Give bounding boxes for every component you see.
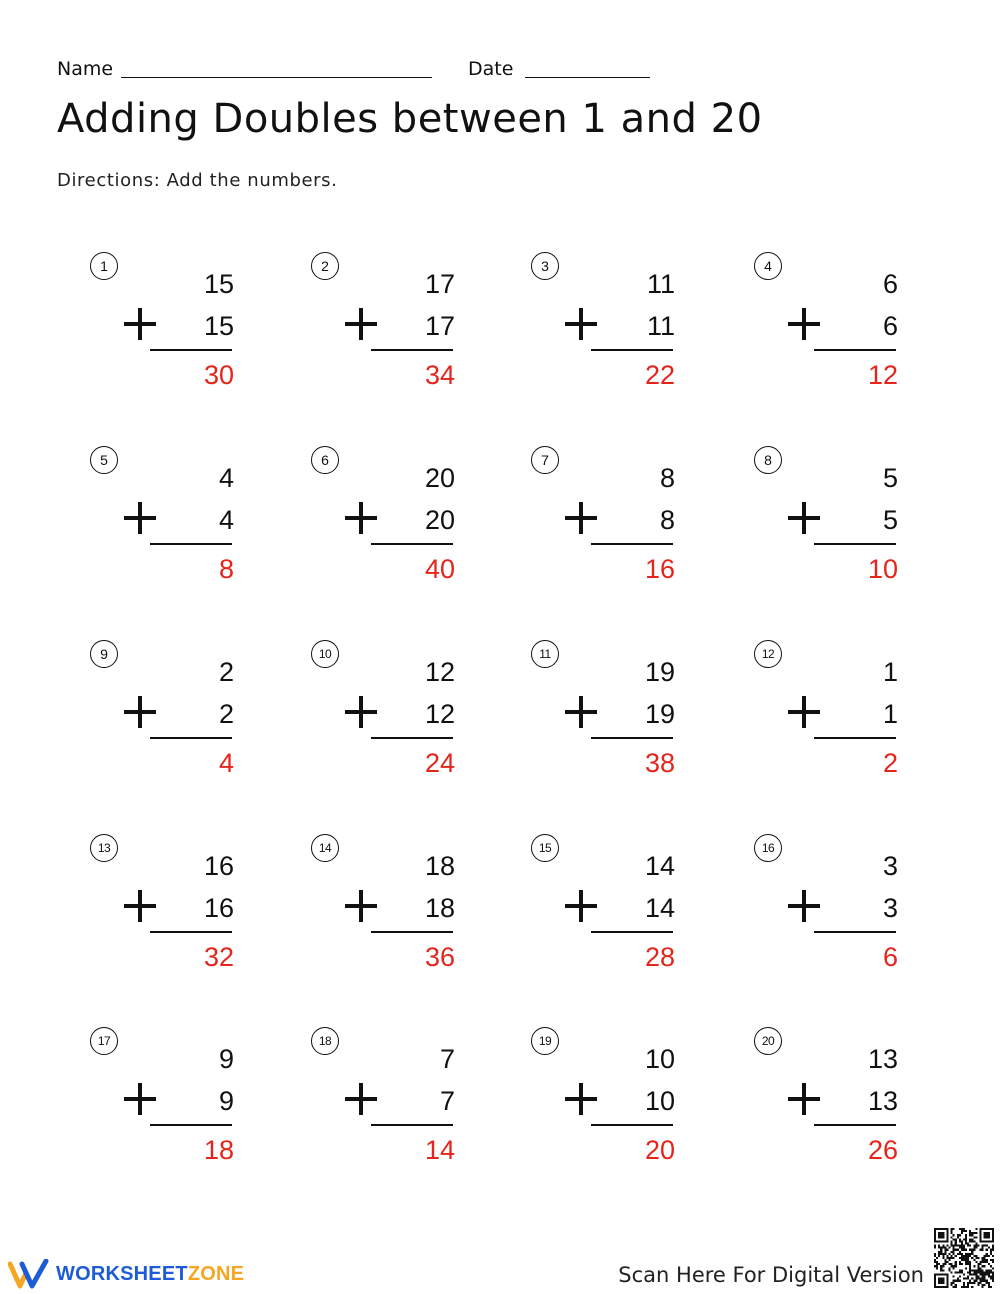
problem-number: 20 bbox=[754, 1027, 782, 1055]
logo-word-zone: ZONE bbox=[187, 1262, 245, 1285]
second-addend: 7 bbox=[439, 1086, 455, 1116]
plus-icon bbox=[345, 1083, 377, 1115]
answer[interactable]: 12 bbox=[867, 360, 898, 390]
answer[interactable]: 14 bbox=[424, 1135, 455, 1165]
plus-icon bbox=[788, 696, 820, 728]
second-addend: 2 bbox=[218, 699, 234, 729]
first-addend: 15 bbox=[203, 269, 234, 299]
first-addend: 10 bbox=[644, 1044, 675, 1074]
first-addend: 12 bbox=[424, 657, 455, 687]
problem-number: 5 bbox=[90, 446, 118, 474]
sum-line bbox=[591, 737, 673, 739]
problem-number: 3 bbox=[531, 252, 559, 280]
sum-line bbox=[150, 543, 232, 545]
problem-1 bbox=[90, 252, 260, 422]
problem-8 bbox=[754, 446, 924, 616]
first-addend: 1 bbox=[882, 657, 898, 687]
problem-7 bbox=[531, 446, 701, 616]
problem-2 bbox=[311, 252, 481, 422]
second-addend: 18 bbox=[424, 893, 455, 923]
problem-12 bbox=[754, 640, 924, 810]
second-addend: 4 bbox=[218, 505, 234, 535]
name-input-line[interactable] bbox=[121, 77, 432, 78]
answer[interactable]: 36 bbox=[424, 942, 455, 972]
first-addend: 20 bbox=[424, 463, 455, 493]
first-addend: 13 bbox=[867, 1044, 898, 1074]
sum-line bbox=[371, 931, 453, 933]
sum-line bbox=[591, 543, 673, 545]
problem-number: 2 bbox=[311, 252, 339, 280]
directions-text: Directions: Add the numbers. bbox=[57, 170, 338, 191]
problem-number: 6 bbox=[311, 446, 339, 474]
answer[interactable]: 40 bbox=[424, 554, 455, 584]
first-addend: 3 bbox=[882, 851, 898, 881]
plus-icon bbox=[565, 502, 597, 534]
answer[interactable]: 26 bbox=[867, 1135, 898, 1165]
first-addend: 17 bbox=[424, 269, 455, 299]
sum-line bbox=[814, 1124, 896, 1126]
answer[interactable]: 24 bbox=[424, 748, 455, 778]
second-addend: 17 bbox=[424, 311, 455, 341]
first-addend: 14 bbox=[644, 851, 675, 881]
problem-19 bbox=[531, 1027, 701, 1197]
second-addend: 11 bbox=[646, 311, 675, 341]
answer[interactable]: 2 bbox=[882, 748, 898, 778]
logo-text bbox=[56, 1263, 244, 1286]
problem-10 bbox=[311, 640, 481, 810]
problem-number: 9 bbox=[90, 640, 118, 668]
answer[interactable]: 30 bbox=[203, 360, 234, 390]
plus-icon bbox=[124, 308, 156, 340]
problem-number: 10 bbox=[311, 640, 339, 668]
problem-11 bbox=[531, 640, 701, 810]
sum-line bbox=[814, 931, 896, 933]
plus-icon bbox=[345, 890, 377, 922]
answer[interactable]: 18 bbox=[203, 1135, 234, 1165]
answer[interactable]: 4 bbox=[218, 748, 234, 778]
second-addend: 19 bbox=[644, 699, 675, 729]
plus-icon bbox=[788, 502, 820, 534]
worksheet-title: Adding Doubles between 1 and 20 bbox=[57, 96, 763, 142]
answer[interactable]: 20 bbox=[644, 1135, 675, 1165]
plus-icon bbox=[124, 502, 156, 534]
sum-line bbox=[371, 737, 453, 739]
qr-code-icon[interactable] bbox=[934, 1228, 994, 1288]
problem-16 bbox=[754, 834, 924, 1004]
first-addend: 2 bbox=[218, 657, 234, 687]
problem-3 bbox=[531, 252, 701, 422]
plus-icon bbox=[124, 1083, 156, 1115]
answer[interactable]: 32 bbox=[203, 942, 234, 972]
answer[interactable]: 34 bbox=[424, 360, 455, 390]
second-addend: 10 bbox=[644, 1086, 675, 1116]
second-addend: 3 bbox=[882, 893, 898, 923]
first-addend: 19 bbox=[644, 657, 675, 687]
plus-icon bbox=[124, 696, 156, 728]
problem-number: 17 bbox=[90, 1027, 118, 1055]
problem-number: 1 bbox=[90, 252, 118, 280]
problem-13 bbox=[90, 834, 260, 1004]
plus-icon bbox=[345, 308, 377, 340]
plus-icon bbox=[345, 502, 377, 534]
sum-line bbox=[814, 543, 896, 545]
plus-icon bbox=[565, 890, 597, 922]
second-addend: 1 bbox=[882, 699, 898, 729]
worksheet-zone-logo-icon bbox=[8, 1259, 50, 1289]
sum-line bbox=[371, 1124, 453, 1126]
problem-14 bbox=[311, 834, 481, 1004]
answer[interactable]: 16 bbox=[644, 554, 675, 584]
plus-icon bbox=[565, 696, 597, 728]
problem-17 bbox=[90, 1027, 260, 1197]
worksheet-zone-logo[interactable] bbox=[8, 1258, 244, 1290]
answer[interactable]: 6 bbox=[882, 942, 898, 972]
problem-number: 13 bbox=[90, 834, 118, 862]
first-addend: 8 bbox=[659, 463, 675, 493]
first-addend: 5 bbox=[882, 463, 898, 493]
problem-number: 14 bbox=[311, 834, 339, 862]
sum-line bbox=[814, 737, 896, 739]
problem-number: 4 bbox=[754, 252, 782, 280]
sum-line bbox=[591, 931, 673, 933]
sum-line bbox=[150, 349, 232, 351]
answer[interactable]: 28 bbox=[644, 942, 675, 972]
second-addend: 13 bbox=[867, 1086, 898, 1116]
logo-word-worksheet: WORKSHEET bbox=[56, 1262, 188, 1285]
problem-number: 12 bbox=[754, 640, 782, 668]
problem-number: 18 bbox=[311, 1027, 339, 1055]
problem-6 bbox=[311, 446, 481, 616]
sum-line bbox=[591, 349, 673, 351]
first-addend: 7 bbox=[439, 1044, 455, 1074]
plus-icon bbox=[124, 890, 156, 922]
first-addend: 9 bbox=[218, 1044, 234, 1074]
second-addend: 5 bbox=[882, 505, 898, 535]
plus-icon bbox=[788, 308, 820, 340]
plus-icon bbox=[788, 890, 820, 922]
answer[interactable]: 10 bbox=[867, 554, 898, 584]
plus-icon bbox=[788, 1083, 820, 1115]
plus-icon bbox=[345, 696, 377, 728]
sum-line bbox=[150, 737, 232, 739]
second-addend: 20 bbox=[424, 505, 455, 535]
second-addend: 14 bbox=[644, 893, 675, 923]
date-input-line[interactable] bbox=[525, 77, 650, 78]
plus-icon bbox=[565, 308, 597, 340]
problem-number: 11 bbox=[531, 640, 559, 668]
second-addend: 9 bbox=[218, 1086, 234, 1116]
second-addend: 16 bbox=[203, 893, 234, 923]
problem-number: 19 bbox=[531, 1027, 559, 1055]
date-label: Date bbox=[468, 58, 514, 80]
first-addend: 4 bbox=[218, 463, 234, 493]
answer[interactable]: 38 bbox=[644, 748, 675, 778]
sum-line bbox=[150, 1124, 232, 1126]
scan-instruction: Scan Here For Digital Version bbox=[618, 1263, 924, 1287]
problem-number: 15 bbox=[531, 834, 559, 862]
answer[interactable]: 22 bbox=[644, 360, 675, 390]
problem-4 bbox=[754, 252, 924, 422]
sum-line bbox=[814, 349, 896, 351]
problem-5 bbox=[90, 446, 260, 616]
second-addend: 12 bbox=[424, 699, 455, 729]
second-addend: 8 bbox=[659, 505, 675, 535]
second-addend: 15 bbox=[203, 311, 234, 341]
sum-line bbox=[371, 349, 453, 351]
problem-number: 16 bbox=[754, 834, 782, 862]
first-addend: 6 bbox=[882, 269, 898, 299]
problem-9 bbox=[90, 640, 260, 810]
first-addend: 11 bbox=[646, 269, 675, 299]
first-addend: 16 bbox=[203, 851, 234, 881]
problem-number: 8 bbox=[754, 446, 782, 474]
answer[interactable]: 8 bbox=[218, 554, 234, 584]
sum-line bbox=[150, 931, 232, 933]
problem-number: 7 bbox=[531, 446, 559, 474]
name-label: Name bbox=[57, 58, 114, 80]
problem-15 bbox=[531, 834, 701, 1004]
problem-20 bbox=[754, 1027, 924, 1197]
sum-line bbox=[591, 1124, 673, 1126]
plus-icon bbox=[565, 1083, 597, 1115]
second-addend: 6 bbox=[882, 311, 898, 341]
first-addend: 18 bbox=[424, 851, 455, 881]
problem-18 bbox=[311, 1027, 481, 1197]
sum-line bbox=[371, 543, 453, 545]
